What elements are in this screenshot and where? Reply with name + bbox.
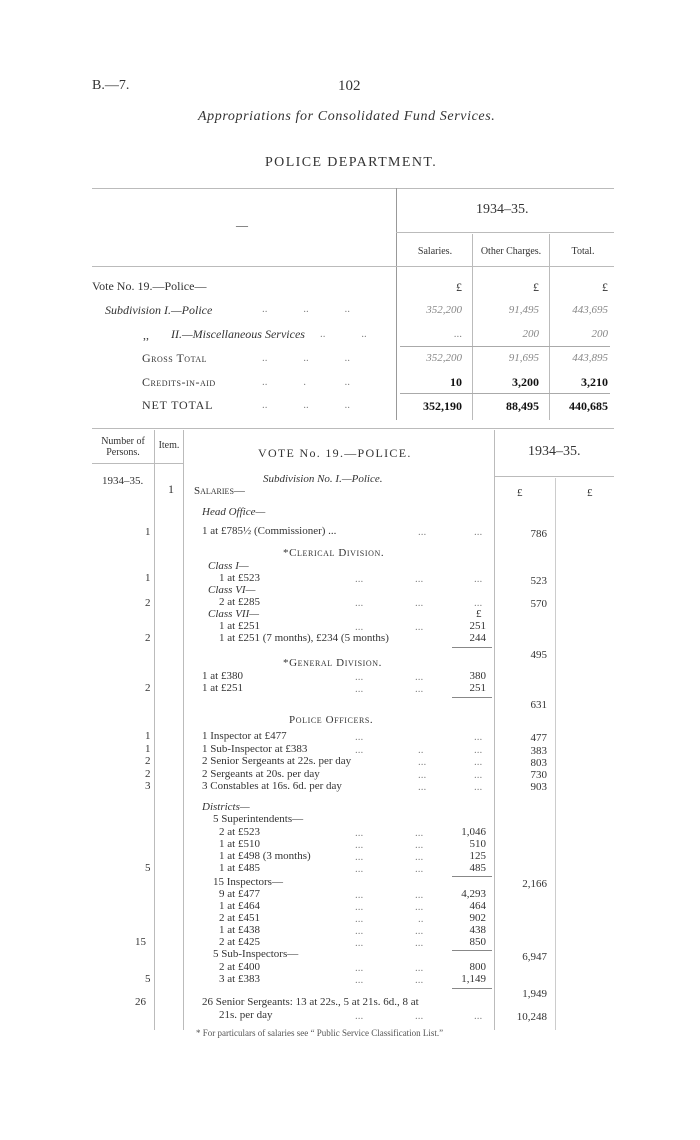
officer-line: 2 Sergeants at 20s. per day bbox=[202, 768, 320, 780]
districts-heading: Districts— bbox=[202, 801, 250, 813]
leader-dots: ... bbox=[415, 683, 424, 695]
leader-dots: .. bbox=[418, 913, 424, 925]
subdivision-heading: Subdivision No. I.—Police. bbox=[263, 473, 383, 485]
leader-dots: ... bbox=[355, 731, 364, 743]
summary-total-value: 200 bbox=[591, 328, 608, 340]
leader-dots: ... bbox=[355, 1010, 364, 1022]
stub-header-dash: — bbox=[236, 218, 248, 232]
class-line: 1 at £251 (7 months), £234 (5 months) bbox=[219, 632, 389, 644]
summary-year: 1934–35. bbox=[476, 202, 529, 217]
running-title: Appropriations for Consolidated Fund Services. bbox=[198, 109, 496, 124]
officer-line: 3 Constables at 16s. 6d. per day bbox=[202, 780, 342, 792]
summary-other-value: 3,200 bbox=[512, 375, 539, 389]
leader-dots: ... bbox=[474, 756, 483, 768]
summary-row-label: NET TOTAL bbox=[142, 398, 214, 412]
district-line: 1 at £498 (3 months) bbox=[219, 850, 311, 862]
persons-count: 5 bbox=[145, 973, 151, 985]
amount: 631 bbox=[530, 699, 547, 711]
subtotal: 1,149 bbox=[461, 973, 486, 985]
district-line: 2 at £523 bbox=[219, 826, 260, 838]
leader-dots: ... bbox=[418, 526, 427, 538]
amount: 730 bbox=[530, 769, 547, 781]
leader-dots: ... bbox=[355, 901, 364, 913]
leader-dots: ... bbox=[415, 863, 424, 875]
inspectors-heading: 15 Inspectors— bbox=[213, 876, 283, 888]
leader-dots: ... bbox=[415, 937, 424, 949]
summary-total-value: 443,895 bbox=[572, 352, 608, 364]
class-line: 2 at £285 bbox=[219, 596, 260, 608]
officer-line: 1 Sub-Inspector at £383 bbox=[202, 743, 308, 755]
leader-dots: .. . .. bbox=[262, 376, 350, 388]
amount: 1,949 bbox=[522, 988, 547, 1000]
col-item: Item. bbox=[158, 440, 180, 451]
persons-count: 2 bbox=[145, 755, 151, 767]
summary-other-value: 200 bbox=[522, 328, 539, 340]
amount: 570 bbox=[530, 598, 547, 610]
amount: 903 bbox=[530, 781, 547, 793]
leader-dots: ... bbox=[474, 781, 483, 793]
leader-dots: ... bbox=[355, 925, 364, 937]
district-line: 1 at £485 bbox=[219, 862, 260, 874]
footnote: * For particulars of salaries see “ Public Service Classification List.” bbox=[196, 1028, 444, 1038]
leader-dots: ... bbox=[355, 573, 364, 585]
district-line: 3 at £383 bbox=[219, 973, 260, 985]
subtotal: 850 bbox=[469, 936, 486, 948]
leader-dots: ... bbox=[474, 1010, 483, 1022]
class-heading: Class I— bbox=[208, 560, 249, 572]
officer-line: 1 Inspector at £477 bbox=[202, 730, 287, 742]
amount: 495 bbox=[530, 649, 547, 661]
subtotal: 438 bbox=[469, 924, 486, 936]
leader-dots: .. .. .. bbox=[262, 303, 350, 315]
district-line: 9 at £477 bbox=[219, 888, 260, 900]
persons-count: 1 bbox=[145, 526, 151, 538]
persons-count: 1 bbox=[145, 572, 151, 584]
col-number-of-persons: Number of Persons. bbox=[101, 436, 145, 458]
superintendents-heading: 5 Superintendents— bbox=[213, 813, 304, 825]
subtotal: 244 bbox=[469, 632, 486, 644]
leader-dots: ... bbox=[415, 889, 424, 901]
district-line: 1 at £464 bbox=[219, 900, 260, 912]
leader-dots: ... bbox=[474, 573, 483, 585]
leader-dots: ... bbox=[474, 744, 483, 756]
subtotal: 464 bbox=[469, 900, 486, 912]
vote-title: VOTE No. 19.—POLICE. bbox=[258, 446, 412, 460]
amount: 383 bbox=[530, 745, 547, 757]
subtotal: 902 bbox=[469, 912, 486, 924]
summary-row-label: II.—Miscellaneous Services bbox=[171, 327, 305, 341]
summary-total-value: 3,210 bbox=[581, 375, 608, 389]
general-line: 1 at £380 bbox=[202, 670, 243, 682]
leader-dots: ... bbox=[415, 1010, 424, 1022]
senior-sergeants-line-continued: 21s. per day bbox=[219, 1009, 273, 1021]
leader-dots: ... bbox=[355, 744, 364, 756]
currency-col2: £ bbox=[587, 487, 593, 499]
persons-count: 1 bbox=[145, 743, 151, 755]
currency: £ bbox=[476, 608, 482, 620]
district-line: 2 at £451 bbox=[219, 912, 260, 924]
leader-dots: ... bbox=[474, 597, 483, 609]
summary-other-value: 91,495 bbox=[508, 304, 539, 316]
leader-dots: ... bbox=[415, 671, 424, 683]
ditto-mark: ,, bbox=[143, 328, 149, 342]
leader-dots: ... bbox=[415, 974, 424, 986]
district-line: 1 at £510 bbox=[219, 838, 260, 850]
vote-label: Vote No. 19.—Police— bbox=[92, 279, 207, 293]
leader-dots: ... bbox=[355, 671, 364, 683]
currency-col1: £ bbox=[517, 487, 523, 499]
summary-other-value: 91,695 bbox=[508, 352, 539, 364]
subtotal: 800 bbox=[469, 961, 486, 973]
amount: 2,166 bbox=[522, 878, 547, 890]
leader-dots: ... bbox=[415, 962, 424, 974]
summary-other-value: 88,495 bbox=[506, 399, 539, 413]
clerical-division-heading: *Clerical Division. bbox=[283, 547, 385, 559]
persons-count: 2 bbox=[145, 768, 151, 780]
leader-dots: ... bbox=[355, 863, 364, 875]
senior-sergeants-line: 26 Senior Sergeants: 13 at 22s., 5 at 21s. 6d., 8 at bbox=[202, 996, 419, 1008]
leader-dots: ... bbox=[355, 851, 364, 863]
leader-dots: ... bbox=[474, 526, 483, 538]
persons-count: 1 bbox=[145, 730, 151, 742]
amount: 6,947 bbox=[522, 951, 547, 963]
subtotal: 380 bbox=[469, 670, 486, 682]
amount: 523 bbox=[530, 575, 547, 587]
leader-dots: ... bbox=[415, 827, 424, 839]
class-heading: Class VII— bbox=[208, 608, 260, 620]
district-line: 1 at £438 bbox=[219, 924, 260, 936]
summary-salaries-value: 10 bbox=[450, 375, 462, 389]
summary-total-value: 443,695 bbox=[572, 304, 608, 316]
leader-dots: ... bbox=[418, 756, 427, 768]
persons-count: 5 bbox=[145, 862, 151, 874]
leader-dots: .. .. .. bbox=[262, 352, 350, 364]
summary-salaries-value: 352,200 bbox=[426, 352, 462, 364]
subtotal: 251 bbox=[469, 682, 486, 694]
subtotal: 485 bbox=[469, 862, 486, 874]
leader-dots: .. .. bbox=[320, 328, 367, 340]
persons-count: 26 bbox=[135, 996, 146, 1008]
leader-dots: ... bbox=[418, 769, 427, 781]
detail-year: 1934–35. bbox=[528, 444, 581, 459]
leader-dots: ... bbox=[418, 781, 427, 793]
leader-dots: ... bbox=[355, 937, 364, 949]
leader-dots: ... bbox=[415, 621, 424, 633]
leader-dots: ... bbox=[415, 573, 424, 585]
leader-dots: ... bbox=[415, 597, 424, 609]
subtotal: 1,046 bbox=[461, 826, 486, 838]
officer-line: 2 Senior Sergeants at 22s. per day bbox=[202, 755, 352, 767]
police-officers-heading: Police Officers. bbox=[289, 714, 374, 726]
leader-dots: ... bbox=[355, 683, 364, 695]
report-reference: B.—7. bbox=[92, 78, 130, 93]
persons-count: 2 bbox=[145, 632, 151, 644]
leader-dots: ... bbox=[355, 621, 364, 633]
leader-dots: ... bbox=[415, 901, 424, 913]
summary-row-label: Credits-in-aid bbox=[142, 375, 216, 389]
district-line: 2 at £425 bbox=[219, 936, 260, 948]
persons-count: 2 bbox=[145, 597, 151, 609]
department-title: POLICE DEPARTMENT. bbox=[265, 155, 438, 170]
summary-row-label: Subdivision I.—Police bbox=[105, 303, 213, 317]
page-number: 102 bbox=[338, 78, 361, 94]
summary-salaries-value: ... bbox=[453, 328, 462, 340]
subtotal: 510 bbox=[469, 838, 486, 850]
leader-dots: .. .. .. bbox=[262, 399, 350, 411]
subtotal: 125 bbox=[469, 850, 486, 862]
commissioner-line: 1 at £785½ (Commissioner) ... bbox=[202, 525, 337, 537]
persons-year: 1934–35. bbox=[102, 475, 144, 487]
col-salaries: Salaries. bbox=[417, 246, 453, 257]
leader-dots: ... bbox=[355, 839, 364, 851]
leader-dots: ... bbox=[474, 731, 483, 743]
summary-salaries-value: 352,200 bbox=[426, 304, 462, 316]
summary-row-label: Gross Total bbox=[142, 351, 207, 365]
persons-count: 15 bbox=[135, 936, 146, 948]
leader-dots: ... bbox=[355, 597, 364, 609]
subinspectors-heading: 5 Sub-Inspectors— bbox=[213, 948, 299, 960]
amount: 803 bbox=[530, 757, 547, 769]
leader-dots: ... bbox=[415, 851, 424, 863]
amount: 786 bbox=[530, 528, 547, 540]
general-division-heading: *General Division. bbox=[283, 657, 383, 669]
summary-total-value: 440,685 bbox=[569, 399, 608, 413]
col-other-charges: Other Charges. bbox=[480, 246, 542, 257]
district-line: 2 at £400 bbox=[219, 961, 260, 973]
subtotal: 4,293 bbox=[461, 888, 486, 900]
persons-count: 2 bbox=[145, 682, 151, 694]
col-total: Total. bbox=[571, 246, 595, 257]
currency-salaries: £ bbox=[456, 280, 462, 294]
class-heading: Class VI— bbox=[208, 584, 256, 596]
leader-dots: ... bbox=[415, 839, 424, 851]
class-line: 1 at £251 bbox=[219, 620, 260, 632]
item-number: 1 bbox=[168, 482, 174, 496]
leader-dots: ... bbox=[355, 889, 364, 901]
leader-dots: .. bbox=[418, 744, 424, 756]
persons-count: 3 bbox=[145, 780, 151, 792]
head-office-heading: Head Office— bbox=[202, 506, 266, 518]
subtotal: 251 bbox=[469, 620, 486, 632]
leader-dots: ... bbox=[355, 974, 364, 986]
currency-other: £ bbox=[533, 280, 539, 294]
class-line: 1 at £523 bbox=[219, 572, 260, 584]
leader-dots: ... bbox=[474, 769, 483, 781]
amount: 477 bbox=[530, 732, 547, 744]
general-line: 1 at £251 bbox=[202, 682, 243, 694]
summary-salaries-value: 352,190 bbox=[423, 399, 462, 413]
leader-dots: ... bbox=[355, 962, 364, 974]
leader-dots: ... bbox=[355, 913, 364, 925]
amount: 10,248 bbox=[516, 1011, 547, 1023]
currency-total: £ bbox=[602, 280, 608, 294]
leader-dots: ... bbox=[355, 827, 364, 839]
salaries-heading: Salaries— bbox=[194, 485, 245, 497]
leader-dots: ... bbox=[415, 925, 424, 937]
